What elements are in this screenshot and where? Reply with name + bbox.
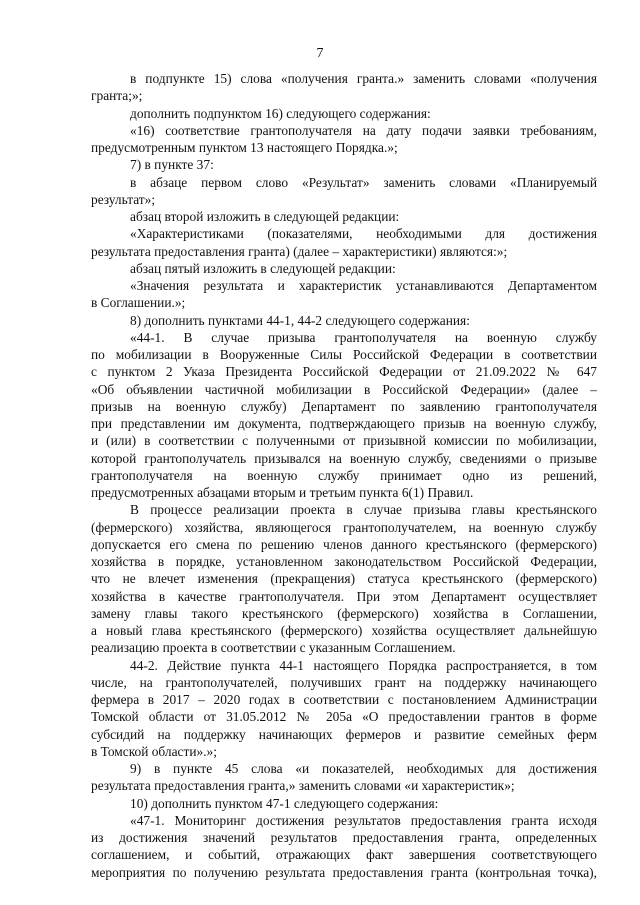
text-line: результата предоставления гранта,» заменить словами «и характеристик»; — [91, 778, 515, 794]
text-line: из достижения значений результатов предоставления гранта, определенных — [91, 830, 597, 845]
text-line: дополнить подпунктом 16) следующего содержания: — [130, 105, 431, 121]
text-line: с пунктом 2 Указа Президента Российской Федерации от 21.09.2022 № 647 — [91, 364, 597, 380]
text-line: 7) в пункте 37: — [130, 157, 214, 173]
text-line: предусмотренных абзацами вторым и третьим пункта 6(1) Правил. — [91, 485, 474, 500]
text-line: в абзаце первом слово «Результат» заменить словами «Планируемый — [130, 174, 597, 190]
text-line: Томской области от 31.05.2012 № 205а «О предоставлении грантов в форме — [91, 709, 597, 725]
text-line: «44-1. В случае призыва грантополучателя на военную службу — [130, 329, 597, 345]
text-line: 9) в пункте 45 слова «и показателей, необходимых для достижения — [130, 761, 597, 776]
text-line: «Характеристиками (показателями, необходимыми для достижения — [130, 226, 597, 242]
text-line: «Значения результата и характеристик устанавливаются Департаментом — [130, 278, 597, 293]
text-line: результата предоставления гранта) (далее – характеристики) являются:»; — [91, 243, 508, 259]
text-line: в Томской области».»; — [91, 743, 217, 759]
text-line: мероприятия по получению результата предоставления гранта (контрольная точка), — [91, 864, 597, 880]
text-line: которой грантополучатель призывался на военную службу, сведениями о призыве — [91, 450, 597, 466]
text-line: и (или) в соответствии с полученными от призывной комиссии по мобилизации, — [91, 433, 597, 449]
text-line: фермера в 2017 – 2020 годах в соответствии с постановлением Администрации — [91, 692, 597, 707]
text-line: абзац второй изложить в следующей редакции: — [130, 209, 400, 224]
text-line: «16) соответствие грантополучателя на дату подачи заявки требованиям, — [130, 122, 597, 138]
text-line: 8) дополнить пунктами 44-1, 44-2 следующего содержания: — [130, 312, 470, 328]
text-line: что не влечет изменения (прекращения) статуса крестьянского (фермерского) — [91, 571, 597, 587]
text-line: замену главы такого крестьянского (фермерского) хозяйства в Соглашении, — [91, 605, 597, 621]
page-number: 7 — [316, 46, 324, 61]
text-line: соглашением, и событий, отражающих факт завершения соответствующего — [91, 847, 597, 863]
text-line: хозяйства в порядке, установленном законодательством Российской Федерации, — [91, 554, 597, 569]
text-line: «Об объявлении частичной мобилизации в Российской Федерации» (далее – — [91, 381, 597, 397]
text-line: (фермерского) хозяйства, являющегося грантополучателем, на военную службу — [91, 519, 597, 535]
text-line: числе, на грантополучателей, получивших грант на поддержку начинающего — [91, 674, 597, 690]
text-line: при представлении им документа, подтверждающего призыв на военную службу, — [91, 416, 597, 431]
text-line: В процессе реализации проекта в случае призыва главы крестьянского — [130, 502, 597, 518]
text-line: грантополучателя на военную службу принимает одно из решений, — [91, 467, 597, 483]
text-line: предусмотренным пунктом 13 настоящего Порядка.»; — [91, 140, 398, 155]
text-line: по мобилизации в Вооруженные Силы Российской Федерации в соответствии — [91, 347, 597, 362]
text-line: субсидий на поддержку начинающих фермеров и развитие семейных ферм — [91, 726, 597, 742]
text-line: а новый глава крестьянского (фермерского) хозяйства осуществляет дальнейшую — [91, 623, 597, 638]
text-line: в подпункте 15) слова «получения гранта.» заменить словами «получения — [130, 71, 597, 86]
text-line: допускается его смена по решению членов данного крестьянского (фермерского) — [91, 536, 597, 552]
text-line: абзац пятый изложить в следующей редакции: — [130, 260, 396, 276]
text-line: 10) дополнить пунктом 47-1 следующего содержания: — [130, 795, 439, 811]
text-line: хозяйства в качестве грантополучателя. При этом Департамент осуществляет — [91, 588, 597, 604]
text-line: результат»; — [91, 191, 156, 207]
text-line: гранта;»; — [91, 88, 143, 104]
text-line: призыв на военную службу) Департамент по заявлению грантополучателя — [91, 398, 597, 414]
document-body — [91, 70, 597, 881]
text-line: «47-1. Мониторинг достижения результатов предоставления гранта исходя — [130, 812, 597, 828]
text-line: в Соглашении.»; — [91, 295, 186, 311]
text-line: 44-2. Действие пункта 44-1 настоящего Порядка распространяется, в том — [130, 657, 597, 673]
text-line: реализацию проекта в соответствии с указанным Соглашением. — [91, 640, 456, 656]
